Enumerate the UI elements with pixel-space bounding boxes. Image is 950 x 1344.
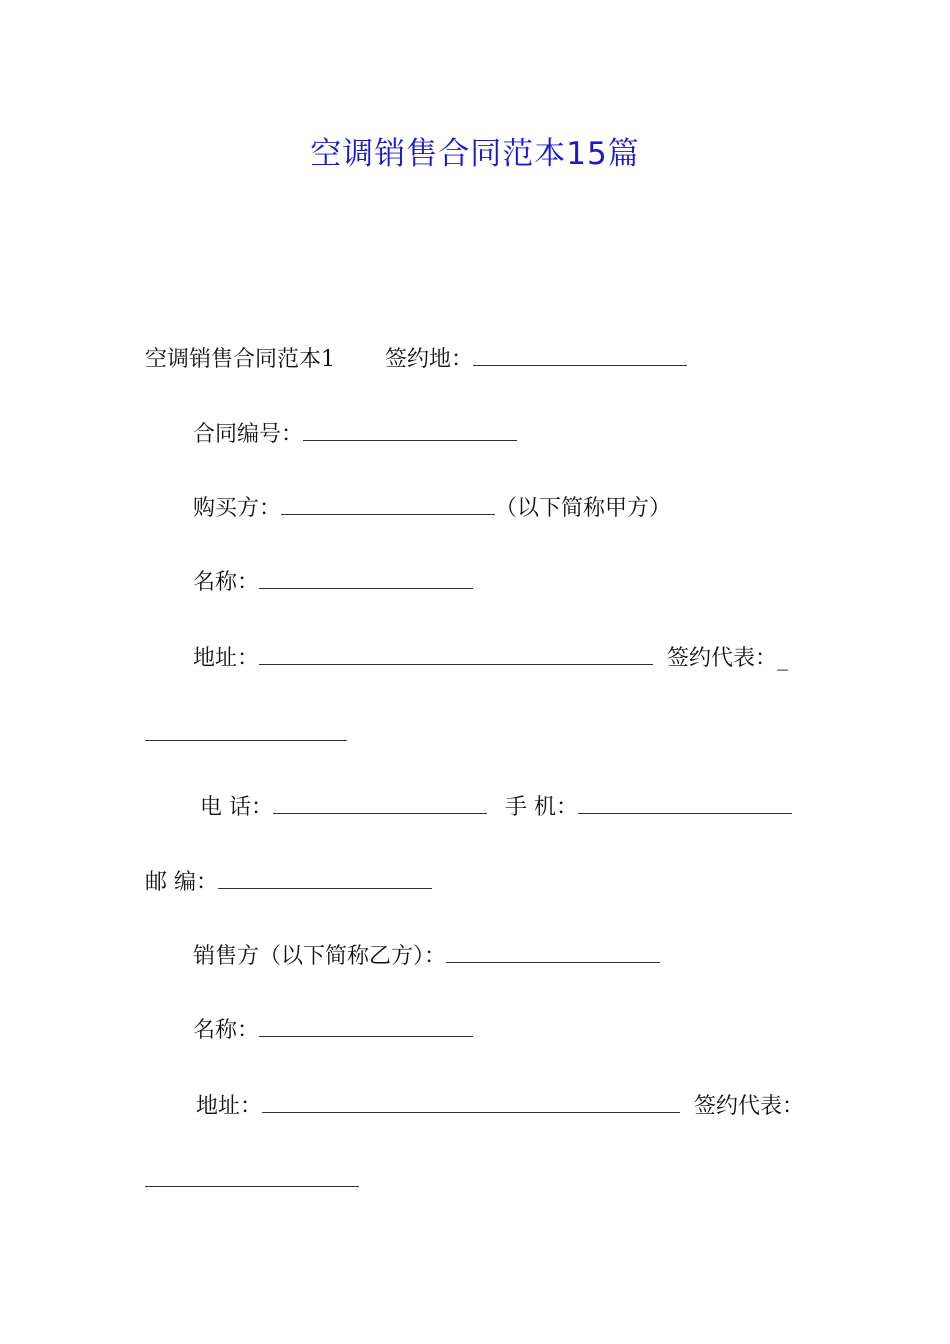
- buyer-line: [193, 494, 671, 524]
- heading-line: [145, 345, 687, 375]
- buyer-address-label: 地址：: [193, 646, 260, 671]
- contract-no-blank: [303, 420, 517, 441]
- sign-place-label: 签约地：: [385, 347, 474, 372]
- seller-address-line: [196, 1092, 804, 1122]
- buyer-rep-tail: _: [777, 646, 789, 671]
- buyer-name-label: 名称：: [193, 570, 260, 595]
- seller-address-blank: [262, 1092, 680, 1113]
- seller-name-blank: [259, 1016, 473, 1037]
- buyer-blank: [281, 494, 495, 515]
- postcode-line: [145, 868, 432, 898]
- buyer-rep-label: 签约代表：: [667, 646, 778, 671]
- postcode-label: 邮 编：: [145, 870, 218, 895]
- buyer-name-line: [193, 568, 473, 598]
- buyer-label: 购买方：: [193, 496, 282, 521]
- seller-address-label: 地址：: [196, 1094, 263, 1119]
- seller-rep-blank: [145, 1166, 359, 1187]
- phone-label: 电 话：: [200, 795, 273, 820]
- phone-line: [200, 793, 792, 823]
- mobile-blank: [578, 793, 792, 814]
- contract-no-line: [193, 420, 517, 450]
- mobile-label: 手 机：: [505, 795, 578, 820]
- seller-blank: [446, 942, 660, 963]
- seller-label: 销售方（以下简称乙方）：: [193, 944, 447, 969]
- buyer-rep-blank: [145, 720, 347, 741]
- document-title: 空调销售合同范本15篇: [310, 136, 640, 172]
- buyer-name-blank: [259, 568, 473, 589]
- seller-name-line: [193, 1016, 473, 1046]
- phone-blank: [273, 793, 487, 814]
- seller-name-label: 名称：: [193, 1018, 260, 1043]
- buyer-note: （以下简称甲方）: [495, 496, 672, 521]
- buyer-address-line: [193, 644, 788, 674]
- seller-rep-label: 签约代表：: [694, 1094, 805, 1119]
- seller-rep-line: [145, 1166, 359, 1196]
- contract-heading: 空调销售合同范本1: [145, 347, 335, 372]
- postcode-blank: [218, 868, 432, 889]
- contract-no-label: 合同编号：: [193, 422, 304, 447]
- seller-line: [193, 942, 660, 972]
- buyer-rep-line: [145, 720, 347, 750]
- buyer-address-blank: [259, 644, 653, 665]
- sign-place-blank: [473, 345, 687, 366]
